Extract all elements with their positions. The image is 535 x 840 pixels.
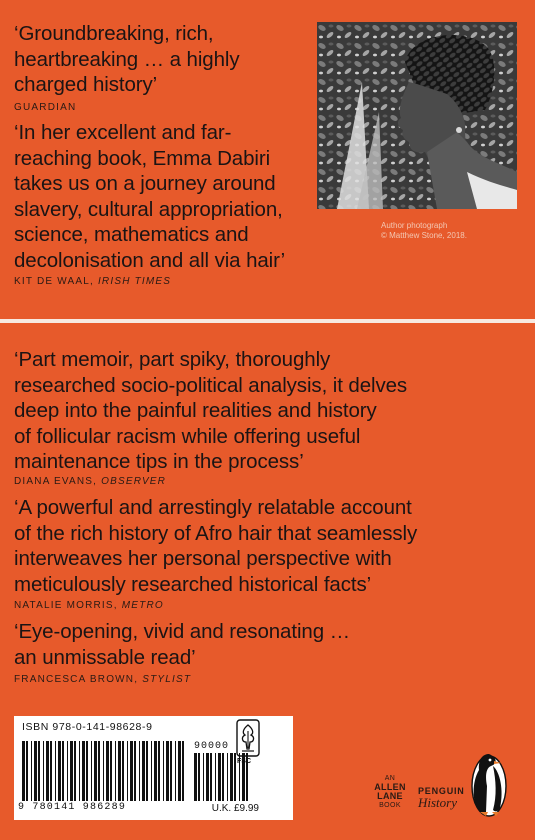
barcode-bar [218,753,221,801]
barcode-bar [50,741,52,801]
quote-line: maintenance tips in the process’ [14,450,304,474]
quote-source-francesca-brown: FRANCESCA BROWN, STYLIST [14,674,192,685]
quote-line: charged history’ [14,73,158,97]
quote-line: meticulously researched historical facts’ [14,572,372,596]
barcode-bar [118,741,121,801]
barcode-bar [38,741,40,801]
barcode-bar [215,753,216,801]
quote-line: deep into the painful realities and history [14,399,377,423]
barcode-bar [198,753,200,801]
barcode-bar [62,741,64,801]
allen-lane-imprint: AN ALLEN LANE BOOK [374,775,406,809]
barcode-bar [86,741,88,801]
barcode-bar [55,741,56,801]
barcode-bar [134,741,136,801]
quote-line: an unmissable read’ [14,645,196,669]
price: U.K. £9.99 [211,803,259,814]
barcode-bar [43,741,44,801]
barcode-bar [151,741,152,801]
photo-credit: Author photograph © Matthew Stone, 2018. [381,221,467,240]
publisher-label: PENGUIN History [418,786,465,810]
barcode-bar [22,741,25,801]
quote-line: slavery, cultural appropriation, [14,197,283,221]
barcode-bar [31,741,32,801]
barcode-bar [98,741,100,801]
barcode-bar [222,753,224,801]
barcode-bar [194,753,197,801]
quote-line: ‘Part memoir, part spiky, thoroughly [14,348,331,371]
quote-line: reaching book, Emma Dabiri [14,146,271,170]
quote-line: of the rich history of Afro hair that seamlessly [14,521,418,545]
barcode-bar [82,741,85,801]
quote-source-kit-de-waal: KIT DE WAAL, IRISH TIMES [14,276,172,287]
barcode-bar [46,741,49,801]
quote-source-diana-evans: DIANA EVANS, OBSERVER [14,476,167,487]
author-photo [317,22,517,209]
barcode-bar [158,741,160,801]
quote-line: ‘Groundbreaking, rich, [14,22,214,45]
penguin-logo-icon [466,746,512,820]
barcode-bar [110,741,112,801]
barcode-bar [206,753,209,801]
barcode-bar [227,753,228,801]
barcode-bar [203,753,204,801]
quote-natalie-morris [14,495,417,597]
barcode-bar [122,741,124,801]
quote-line: science, mathematics and [14,223,249,247]
quote-source-guardian: GUARDIAN [14,102,77,113]
barcode-digits: 9 780141 986289 [18,802,127,813]
barcode-bar [178,741,181,801]
quote-line: decolonisation and all via hair’ [14,248,286,272]
fsc-tree-icon [236,719,260,757]
barcode-bar [74,741,76,801]
isbn-text: ISBN 978-0-141-98628-9 [22,721,153,733]
quote-line: takes us on a journey around [14,172,276,196]
quote-line: heartbreaking … a highly [14,47,240,71]
quote-line: ‘In her excellent and far- [14,121,232,144]
section-divider [0,319,535,323]
quote-line: researched socio-political analysis, it delves [14,373,408,397]
barcode-bar [127,741,128,801]
barcode-bar [79,741,80,801]
barcode-bar [163,741,164,801]
barcode-bar [94,741,97,801]
quote-kit-de-waal [14,120,285,274]
barcode-bar [230,753,233,801]
barcode-bar [115,741,116,801]
quote-guardian [14,21,240,98]
author-photo-image [317,22,517,209]
barcode-bar [139,741,140,801]
barcode-bar [103,741,104,801]
barcode-bar [91,741,92,801]
barcode-bar [70,741,73,801]
barcode-addon-digits: 90000 [194,741,230,752]
quote-line: interweaves her personal perspective with [14,547,392,571]
barcode-bar [58,741,61,801]
barcode-bar [142,741,145,801]
quote-francesca-brown [14,619,350,670]
quote-source-natalie-morris: NATALIE MORRIS, METRO [14,600,164,611]
barcode-bar [106,741,109,801]
barcode-bars [22,741,186,801]
fsc-label: FSC [237,758,251,765]
barcode-panel [14,716,293,820]
barcode-bar [182,741,184,801]
barcode-bar [234,753,236,801]
barcode-bar [210,753,212,801]
barcode-bar [154,741,157,801]
barcode-bar [170,741,172,801]
barcode-bar [130,741,133,801]
barcode-bar [166,741,169,801]
barcode-bar [67,741,68,801]
quote-line: of follicular racism while offering useful [14,424,361,448]
quote-line: ‘Eye-opening, vivid and resonating … [14,620,350,643]
quote-diana-evans [14,347,407,475]
barcode-bar [26,741,28,801]
barcode-bar [175,741,176,801]
quote-line: ‘A powerful and arrestingly relatable account [14,496,412,519]
barcode-bar [34,741,37,801]
barcode-bar [146,741,148,801]
